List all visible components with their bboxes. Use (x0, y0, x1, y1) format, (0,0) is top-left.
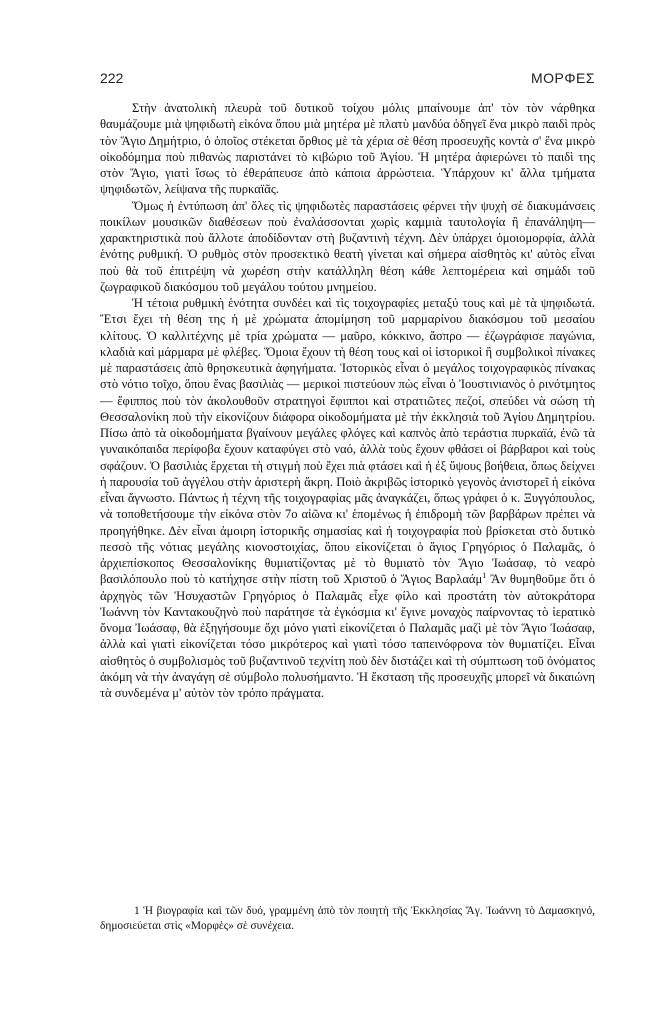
footnotes (100, 904, 595, 934)
footnote-reference: 1 (482, 571, 487, 581)
page-header (100, 70, 595, 92)
running-head: ΜΟΡΦΕΣ (530, 70, 595, 86)
footnote: 1 Ἡ βιογραφία καὶ τῶν δυό, γραμμένη ἀπὸ τὸν ποιητὴ τῆς Ἐκκλησίας Ἅγ. Ἰωάννη τὸ Δαμασκηνό, δημοσιεύεται στὶς «Μορφὲς» σὲ συνέχεια. (100, 905, 595, 932)
paragraph-text: Ὅμως ἡ ἐντύπωση ἀπ' ὅλες τὶς ψηφιδωτὲς παραστάσεις φέρνει τὴν ψυχὴ σὲ διακυμάνσεις ποικίλων μουσικῶν διαθέσεων ποὺ ἐναλάσσονται χωρὶς καμμιὰ ταυτολογία ἢ ἐπανάληψη—χαρακτηριστικὰ ποὺ ἄλλοτε ἀποδίδονταν στὴ βυζαντινὴ τέχνη. Δὲν ὑπάρχει ὁμοιομορφία, ἀλλὰ ἑνότης ρυθμική. Ὁ ρυθμὸς στὸν προσεκτικὸ θεατὴ γίνεται καὶ σήμερα αἰσθητὸς κι' αὐτὸς εἶναι ποὺ θὰ τοῦ ἐπιτρέψη νὰ χωρέση στὴν κατάλληλη θέση κάθε λεπτομέρεια καὶ σημάδι τοῦ ζωγραφικοῦ διακόσμου τοῦ μεγάλου τούτου μνημείου. (100, 198, 595, 294)
paragraph-text: Ἡ τέτοια ρυθμικὴ ἑνότητα συνδέει καὶ τὶς τοιχογραφίες μεταξύ τους καὶ μὲ τὰ ψηφιδωτά. Ἔτσι ἔχει τὴ θέση της ἡ μὲ χρώματα ἀπομίμηση τοῦ μαρμαρίνου διακόσμου τοῦ μεσαίου κλίτους. Ὁ καλλιτέχνης μὲ τρία χρώματα — μαῦρο, κόκκινο, ἄσπρο — ἐζωγράφισε παγώνια, κλαδιὰ καὶ μάρμαρα μὲ φλέβες. Ὅμοια ἔχουν τὴ θέση τους καὶ οἱ ἱστορικοὶ ἢ συμβολικοὶ πίνακες μὲ παραστάσεις ἀπὸ θρησκευτικὰ ἀφηγήματα. Ἱστορικὸς εἶναι ὁ μεγάλος τοιχογραφικὸς πίνακας στὸ νότιο τοῖχο, ὅπου ἕνας βασιλιὰς — μερικοὶ πιστεύουν πὼς εἶναι ὁ Ἰουστινιανὸς ὁ ρινότμητος — ἔφιππος ποὺ τὸν ἀκολουθοῦν στρατηγοὶ ἔφιπποι καὶ στρατιῶτες πεζοί, σπεύδει νὰ σώση τὴ Θεσσαλονίκη ποὺ τὴν εἰκονίζουν διάφορα οἰκοδομήματα μὲ τὴν ἐκκλησιὰ τοῦ Ἁγίου Δημητρίου. Πίσω ἀπὸ τὰ οἰκοδομήματα βγαίνουν μεγάλες φλόγες καὶ καπνὸς ἀπὸ τεράστια πυρκαϊά, ἐνῶ τὰ γυναικόπαιδα περίφοβα ἔχουν καταφύγει στὸ ναό, ἀλλὰ τοὺς ἔχουν φθάσει οἱ βάρβαροι καὶ τοὺς σφάζουν. Ὁ βασιλιὰς ἔρχεται τὴ στιγμὴ ποὺ ἔχει πιὰ φτάσει καὶ ἡ ἐξ ὕψους βοήθεια, ὅπως δείχνει ἡ παρουσία τοῦ ἀγγέλου στὴν ἀριστερὴ ἄκρη. Ποιὸ ἀκριβῶς ἱστορικὸ γεγονὸς ἀνιστορεῖ ἡ εἰκόνα εἶναι ἄγνωστο. Πάντως ἡ τέχνη τῆς τοιχογραφίας μᾶς ἀναγκάζει, ὅπως γράφει ὁ κ. Ξυγγόπουλος, νὰ τοποθετήσουμε τὴν εἰκόνα στὸν 7ο αἰῶνα κι' ἑπομένως ἡ ἐπιδρομὴ τῶν βαρβάρων πρέπει νὰ προηγήθηκε. Δὲν εἶναι ἀμοιρη ἱστορικῆς σημασίας καὶ ἡ τοιχογραφία ποὺ βρίσκεται στὸ δυτικὸ πεσσὸ τῆς νότιας μεγάλης κιονοστοιχίας, ὅπου εἰκονίζεται ὁ ἅγιος Γρηγόριος ὁ Παλαμᾶς, ὁ ἀρχιεπίσκοπος Θεσσαλονίκης θυμιατίζοντας μὲ τὸ θυμιατὸ τὸν Ἅγιο Ἰωάσαφ, τὸ νεαρὸ βασιλόπουλο ποὺ τὸ κατήχησε στὴν πίστη τοῦ Χριστοῦ ὁ Ἅγιος Βαρλαάμ (100, 296, 595, 587)
paragraph-text: Στὴν ἀνατολικὴ πλευρὰ τοῦ δυτικοῦ τοίχου μόλις μπαίνουμε ἀπ' τὸν τὸν νάρθηκα θαυμάζουμε μιὰ ψηφιδωτὴ εἰκόνα ὅπου μιὰ μητέρα μὲ πλατὺ μανδύα ὁδηγεῖ ἕνα μικρὸ παιδὶ πρὸς τὸν Ἅγιο Δημήτριο, ὁ ὁποῖος στέκεται ὄρθιος μὲ τὰ χέρια σὲ θέση προσευχῆς κοντὰ σ' ἕνα μικρὸ οἰκοδόμημα ποὺ πιθανὼς παριστάνει τὸ κιβώριο τοῦ Ἁγίου. Ἡ μητέρα ἀφιερώνει τὸ παιδὶ της στὸν Ἅγιο, γιατὶ ἴσως τὸ ἐθεράπευσε ἀπὸ κάποια ἀρρώστεια. Ὑπάρχουν κι' ἄλλα τμήματα ψηφιδωτῶν, λείψανα τῆς πυρκαϊᾶς. (100, 101, 595, 197)
page-number: 222 (100, 70, 124, 86)
paragraph (100, 198, 595, 296)
paragraph-text-continued: Ἂν θυμηθοῦμε ὅτι ὁ ἀρχηγὸς τῶν Ἡσυχαστῶν Γρηγόριος ὁ Παλαμᾶς εἶχε φίλο καὶ προστάτη τὸν αὐτοκράτορα Ἰωάννη τὸν Καντακουζηνὸ ποὺ παράτησε τὰ ἐγκόσμια κι' ἔγινε μοναχὸς παίρνοντας τὸ ἱερατικὸ ὄνομα Ἰωάσαφ, θὰ ἐξηγήσουμε ὄχι μόνο γιατὶ εἰκονίζεται ὁ Παλαμᾶς μαζὶ μὲ τὸν Ἅγιο Ἰωάσαφ, ἀλλὰ καὶ γιατὶ εἰκονίζεται τόσο μικρότερος καὶ γιατὶ τόσο ταπεινόφρονα τὸν θυμιατίζει. Εἶναι αἰσθητὸς ὁ συμβολισμὸς τοῦ βυζαντινοῦ τεχνίτη ποὺ δὲν διστάζει καὶ τὴ σύμπτωση τοῦ ὀνόματος ἀκόμη νὰ τὴν ἀναγάγη σὲ σύμβολο πολυσήμαντο. Ἡ ἔκσταση τῆς προσευχῆς μπορεῖ νὰ δικαιώνη τὰ συνδεμένα μ' αὐτὸν τὸν τρόπο πράγματα. (100, 572, 595, 700)
main-text (100, 100, 595, 701)
paragraph (100, 295, 595, 701)
paragraph (100, 100, 595, 198)
